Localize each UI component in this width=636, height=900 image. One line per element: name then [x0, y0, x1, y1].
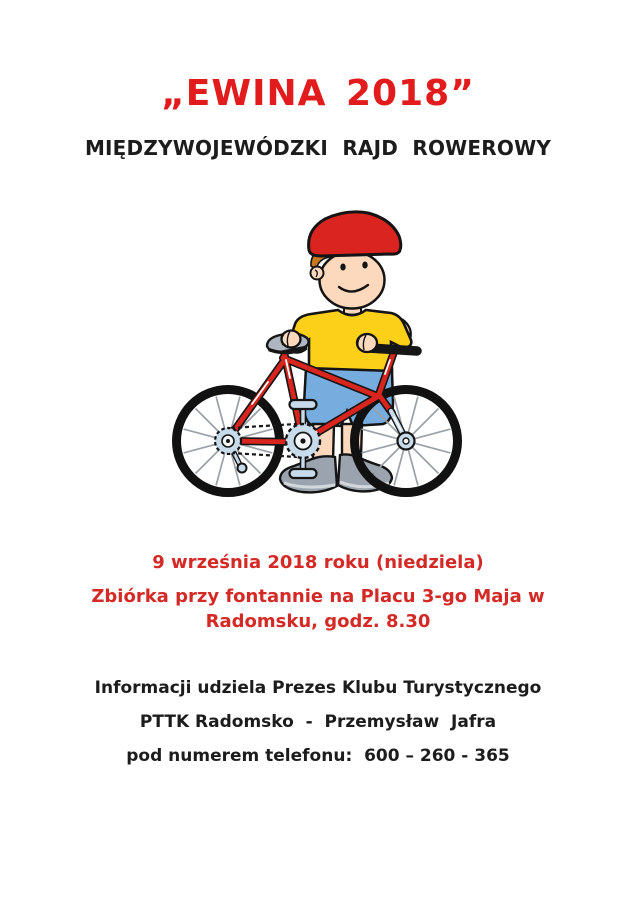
contact-phone-line: pod numerem telefonu: 600 – 260 - 365	[126, 746, 510, 766]
helmet	[309, 212, 401, 256]
left-hand	[282, 331, 301, 348]
face	[320, 252, 385, 309]
right-eye	[362, 262, 367, 269]
poster-subtitle: MIĘDZYWOJEWÓDZKI RAJD ROWEROWY	[84, 136, 552, 160]
contact-info-line1: Informacji udziela Prezes Klubu Turystycznego	[94, 678, 542, 698]
poster-title: „EWINA 2018”	[161, 73, 475, 114]
rear-sprocket	[215, 428, 241, 454]
lower-pedal	[290, 469, 317, 478]
left-eye	[340, 264, 345, 271]
meeting-place-line1: Zbiórka przy fontannie na Placu 3-go Maja w	[91, 586, 545, 607]
meeting-place-line2: Radomsku, godz. 8.30	[205, 611, 431, 632]
event-date: 9 września 2018 roku (niedziela)	[152, 552, 484, 573]
right-hand	[357, 334, 377, 352]
contact-info-line2: PTTK Radomsko - Przemysław Jafra	[139, 712, 497, 732]
boy-with-bicycle-illustration	[156, 198, 472, 514]
upper-pedal	[290, 400, 317, 409]
